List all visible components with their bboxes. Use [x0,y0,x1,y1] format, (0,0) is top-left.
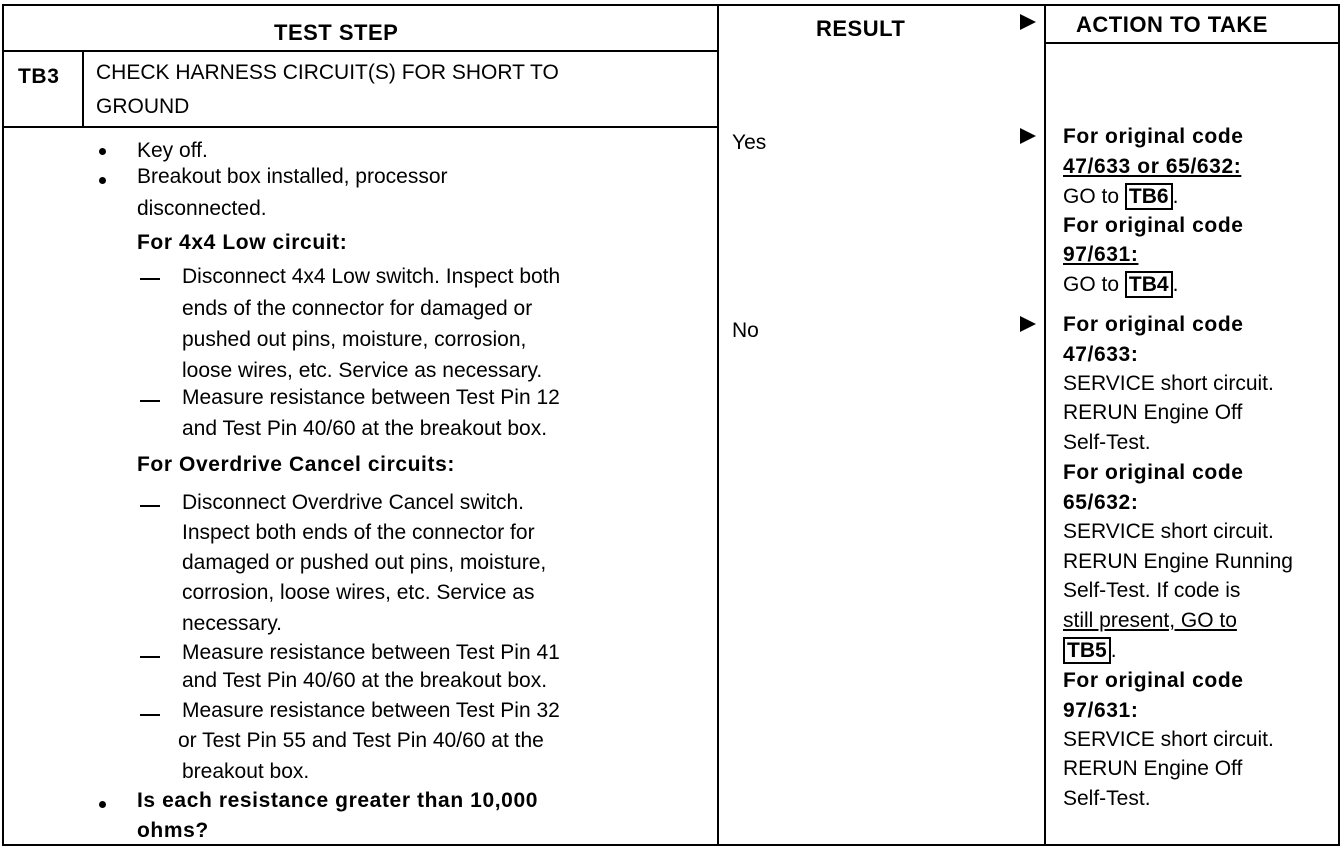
action-no3-line2: 97/631: [1063,699,1139,722]
dash1-line1: Disconnect 4x4 Low switch. Inspect both [182,265,561,288]
dash1-line2: ends of the connector for damaged or [182,297,533,320]
dash3-line2: Inspect both ends of the connector for [182,521,535,544]
header-arrow-icon [1020,14,1036,30]
action-no2-line4: RERUN Engine Running [1063,550,1293,573]
action-no2-line5: Self-Test. If code is [1063,579,1241,602]
dash4-line1: Measure resistance between Test Pin 41 [182,641,560,664]
bullet-icon [99,148,106,155]
dash3-line4: corrosion, loose wires, etc. Service as [182,581,535,604]
action-no1-line5: Self-Test. [1063,431,1151,454]
bullet-breakout-line2: disconnected. [137,197,267,220]
dash3-line1: Disconnect Overdrive Cancel switch. [182,491,524,514]
subheading-overdrive: For Overdrive Cancel circuits: [137,453,455,476]
result-no: No [732,319,759,342]
header-action: ACTION TO TAKE [1076,12,1268,37]
action-no3-line5: Self-Test. [1063,787,1151,810]
action-no3-line3: SERVICE short circuit. [1063,728,1274,751]
action-yes2-go: GO to TB4 . [1063,273,1179,296]
step-title-line1: CHECK HARNESS CIRCUIT(S) FOR SHORT TO [96,61,559,84]
dash4-line2: and Test Pin 40/60 at the breakout box. [182,669,548,692]
action-yes1-line1: For original code [1063,125,1244,148]
header-divider-action [1044,42,1340,44]
result-no-arrow-icon [1020,316,1036,332]
action-no1-line2: 47/633: [1063,343,1139,366]
header-divider [2,50,718,52]
step-title-line2: GROUND [96,95,190,118]
dash-icon [140,400,160,402]
action-no2-line2: 65/632: [1063,491,1139,514]
dash3-line3: damaged or pushed out pins, moisture, [182,551,547,574]
divider-step-result [717,4,719,846]
dash2-line1: Measure resistance between Test Pin 12 [182,386,560,409]
ref-tb4[interactable]: TB4 [1125,271,1173,298]
dash5-line3: breakout box. [182,760,310,783]
ref-tb6[interactable]: TB6 [1125,183,1173,210]
dash-icon [140,714,160,716]
dash-icon [140,656,160,658]
result-yes: Yes [732,131,767,154]
action-no2-line1: For original code [1063,461,1244,484]
subheading-4x4: For 4x4 Low circuit: [137,231,348,254]
question-line2: ohms? [137,819,209,842]
action-no2-ref: TB5 . [1063,636,1117,666]
question-line1: Is each resistance greater than 10,000 [137,789,539,812]
action-no3-line4: RERUN Engine Off [1063,757,1243,780]
action-yes2-line2: 97/631: [1063,243,1139,266]
action-no1-line3: SERVICE short circuit. [1063,372,1274,395]
action-yes2-line1: For original code [1063,214,1244,237]
dash-icon [140,505,160,507]
dash1-line3: pushed out pins, moisture, corrosion, [182,328,527,351]
divider-result-action [1044,4,1046,846]
dash-icon [140,278,160,280]
step-id: TB3 [18,65,60,88]
action-no1-line1: For original code [1063,313,1244,336]
action-no1-line4: RERUN Engine Off [1063,401,1243,424]
action-no3-line1: For original code [1063,669,1244,692]
dash5-line1: Measure resistance between Test Pin 32 [182,699,560,722]
divider-step-id [82,50,84,126]
header-test-step: TEST STEP [274,20,399,45]
header-result: RESULT [816,16,906,41]
action-yes1-go: GO to TB6 . [1063,185,1179,208]
action-no2-line6: still present, GO to [1063,609,1237,632]
bullet-breakout-line1: Breakout box installed, processor [137,165,448,188]
action-yes1-line2: 47/633 or 65/632: [1063,155,1242,178]
title-divider [2,126,718,128]
dash3-line5: necessary. [182,612,282,635]
dash5-line2: or Test Pin 55 and Test Pin 40/60 at the [178,729,544,752]
dash2-line2: and Test Pin 40/60 at the breakout box. [182,417,548,440]
result-yes-arrow-icon [1020,128,1036,144]
dash1-line4: loose wires, etc. Service as necessary. [182,359,543,382]
bullet-icon [99,801,106,808]
bullet-icon [99,177,106,184]
action-no2-line3: SERVICE short circuit. [1063,520,1274,543]
ref-tb5[interactable]: TB5 [1063,637,1111,664]
bullet-key-off: Key off. [137,139,208,162]
